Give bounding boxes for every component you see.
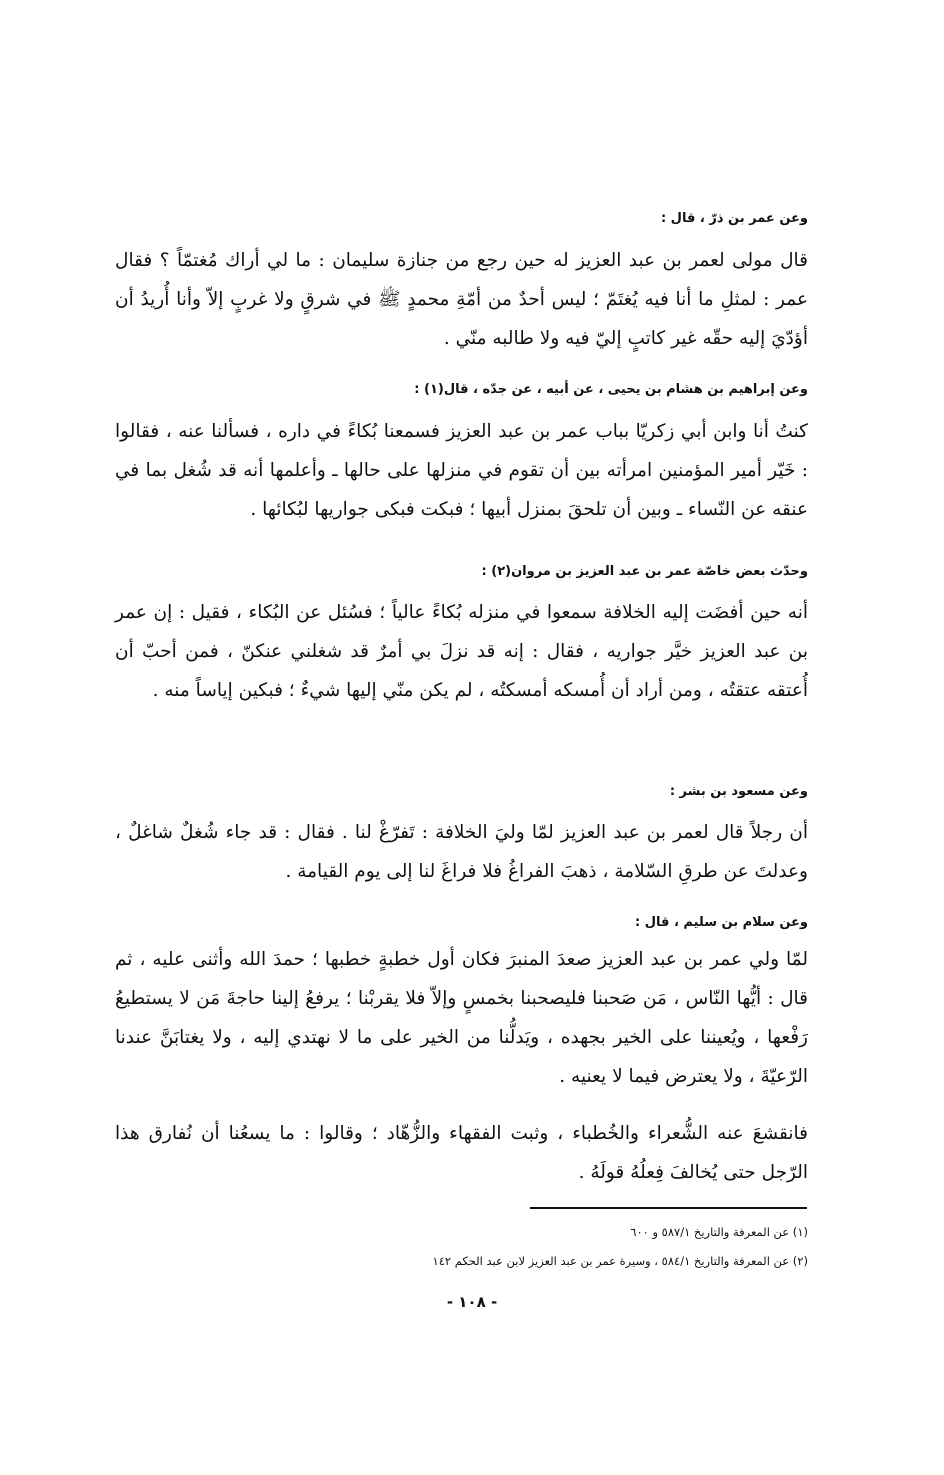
section-2-paragraph: كنتُ أنا وابن أبي زكريّا بباب عمر بن عبد العزيز فسمعنا بُكاءً في داره ، فسألنا عنه ، فقالوا : خَيّر أمير المؤمنين امرأته بين أن تقوم في منزلها على حالها ـ وأعلمها أنه قد شُغل بما في عنقه عن النّساء ـ وبين أن تلحقَ بمنزل أبيها ؛ فبكت فبكى جواريها لبُكائها . [115,421,808,520]
section-3-paragraph: أنه حين أفضَت إليه الخلافة سمعوا في منزله بُكاءً عالياً ؛ فسُئل عن البُكاء ، فقيل : إن عمر بن عبد العزيز خيَّر جواريه ، فقال : إنه قد نزلَ بي أمرٌ قد شغلني عنكنّ ، فمن أحبّ أن أُعتقه عتقتُه ، ومن أراد أن أُمسكه أمسكتُه ، لم يكن منّي إليها شيءٌ ؛ فبكين إياساً منه . [115,602,808,701]
section-4-heading: وعن مسعود بن بشر : [669,784,808,799]
section-1-heading: وعن عمر بن ذرّ ، قال : [660,211,808,226]
section-5-paragraph: لمّا ولي عمر بن عبد العزيز صعدَ المنبرَ فكان أول خطبةٍ خطبها ؛ حمدَ الله وأثنى عليه ، ثم قال : أيُّها النّاس ، مَن صَحبنا فليصحبنا بخمسٍ وإلاّ فلا يقربْنا ؛ يرفعُ إلينا حاجةَ مَن لا يستطيعُ رَفْعها ، ويُعيننا على الخير بجهده ، ويَدلُّنا من الخير على ما لا نهتدي إليه ، ولا يغتابَنَّ عندنا الرّعيّةَ ، ولا يعترض فيما لا يعنيه . [115,949,808,1087]
section-3-heading: وحدّث بعض خاصّة عمر بن عبد العزيز بن مروان(٢) : [481,564,808,579]
page-number: - ١٠٨ - [446,1293,498,1311]
section-5-paragraph-2: فانقشعَ عنه الشُّعراء والخُطباء ، وثبت الفقهاء والزُّهّاد ؛ وقالوا : ما يسعُنا أن نُفارق هذا الرّجل حتى يُخالفَ فِعلُهُ قولَهُ . [115,1123,808,1183]
section-1-paragraph: قال مولى لعمر بن عبد العزيز له حين رجع من جنازة سليمان : ما لي أراك مُغتمّاً ؟ فقال عمر : لمثلِ ما أنا فيه يُغتَمّ ؛ ليس أحدٌ من أمّةِ محمدٍ ﷺ في شرقٍ ولا غربٍ إلاّ وأنا أُريدُ أن أؤدّيَ إليه حقّه غير كاتبٍ إليّ فيه ولا طالبه منّي . [115,250,808,349]
footnote-2: (٢) عن المعرفة والتاريخ ٥٨٤/١ ، وسيرة عمر بن عبد العزيز لابن عبد الحكم ١٤٢ [432,1254,808,1268]
footnote-divider [530,1207,807,1209]
section-2-heading: وعن إبراهيم بن هشام بن يحيى ، عن أبيه ، عن جدّه ، قال(١) : [414,382,808,397]
section-4-paragraph: أن رجلاً قال لعمر بن عبد العزيز لمّا وليَ الخلافة : تَفرّغْ لنا . فقال : قد جاء شُغلٌ شاغلٌ ، وعدلتَ عن طرقِ السّلامة ، ذهبَ الفراغُ فلا فراغَ لنا إلى يوم القيامة . [115,822,808,882]
section-5-heading: وعن سلام بن سليم ، قال : [635,915,808,930]
footnote-1: (١) عن المعرفة والتاريخ ٥٨٧/١ و ٦٠٠ [630,1225,808,1239]
